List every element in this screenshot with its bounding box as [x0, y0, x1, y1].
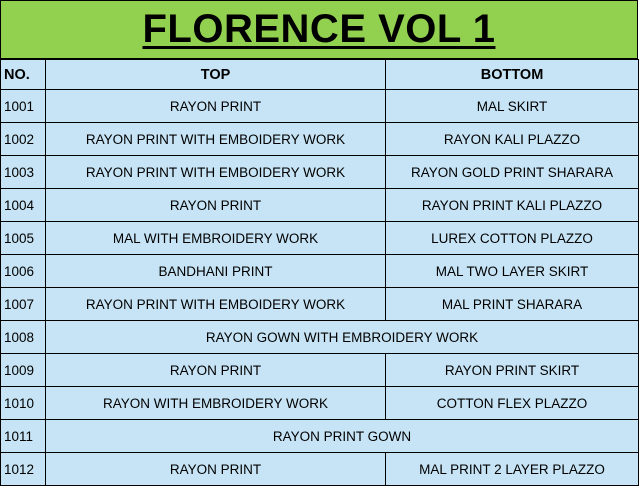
catalog-table: [0, 59, 639, 486]
bottom-cell: COTTON FLEX PLAZZO: [386, 387, 639, 420]
bottom-cell: RAYON PRINT SKIRT: [386, 354, 639, 387]
design-number-cell: 1001: [1, 90, 46, 123]
bottom-cell: RAYON GOLD PRINT SHARARA: [386, 156, 639, 189]
bottom-cell: LUREX COTTON PLAZZO: [386, 222, 639, 255]
top-cell: BANDHANI PRINT: [46, 255, 386, 288]
table-row: [1, 222, 639, 255]
column-header-bottom: BOTTOM: [386, 60, 639, 90]
design-number-cell: 1009: [1, 354, 46, 387]
table-row: [1, 453, 639, 486]
bottom-cell: MAL TWO LAYER SKIRT: [386, 255, 639, 288]
design-number-cell: 1005: [1, 222, 46, 255]
top-cell: RAYON PRINT WITH EMBOIDERY WORK: [46, 288, 386, 321]
table-row: [1, 387, 639, 420]
bottom-cell: MAL SKIRT: [386, 90, 639, 123]
column-header-top: TOP: [46, 60, 386, 90]
design-number-cell: 1012: [1, 453, 46, 486]
top-cell: RAYON PRINT: [46, 189, 386, 222]
top-cell: RAYON PRINT WITH EMBOIDERY WORK: [46, 123, 386, 156]
top-cell: RAYON PRINT: [46, 354, 386, 387]
merged-description-cell: RAYON GOWN WITH EMBROIDERY WORK: [46, 321, 639, 354]
bottom-cell: MAL PRINT SHARARA: [386, 288, 639, 321]
design-number-cell: 1003: [1, 156, 46, 189]
design-number-cell: 1008: [1, 321, 46, 354]
bottom-cell: RAYON KALI PLAZZO: [386, 123, 639, 156]
design-number-cell: 1002: [1, 123, 46, 156]
title-banner: [0, 0, 638, 59]
design-number-cell: 1011: [1, 420, 46, 453]
table-row: [1, 156, 639, 189]
top-cell: MAL WITH EMBROIDERY WORK: [46, 222, 386, 255]
table-row: [1, 420, 639, 453]
table-row: [1, 90, 639, 123]
table-row: [1, 123, 639, 156]
top-cell: RAYON WITH EMBROIDERY WORK: [46, 387, 386, 420]
table-header-row: [1, 60, 639, 90]
table-row: [1, 255, 639, 288]
table-row: [1, 354, 639, 387]
top-cell: RAYON PRINT: [46, 453, 386, 486]
bottom-cell: MAL PRINT 2 LAYER PLAZZO: [386, 453, 639, 486]
top-cell: RAYON PRINT WITH EMBOIDERY WORK: [46, 156, 386, 189]
design-number-cell: 1006: [1, 255, 46, 288]
design-number-cell: 1010: [1, 387, 46, 420]
merged-description-cell: RAYON PRINT GOWN: [46, 420, 639, 453]
column-header-no: NO.: [1, 60, 46, 90]
table-row: [1, 189, 639, 222]
bottom-cell: RAYON PRINT KALI PLAZZO: [386, 189, 639, 222]
design-number-cell: 1004: [1, 189, 46, 222]
design-number-cell: 1007: [1, 288, 46, 321]
table-row: [1, 321, 639, 354]
table-row: [1, 288, 639, 321]
page-title: FLORENCE VOL 1: [142, 7, 496, 51]
top-cell: RAYON PRINT: [46, 90, 386, 123]
